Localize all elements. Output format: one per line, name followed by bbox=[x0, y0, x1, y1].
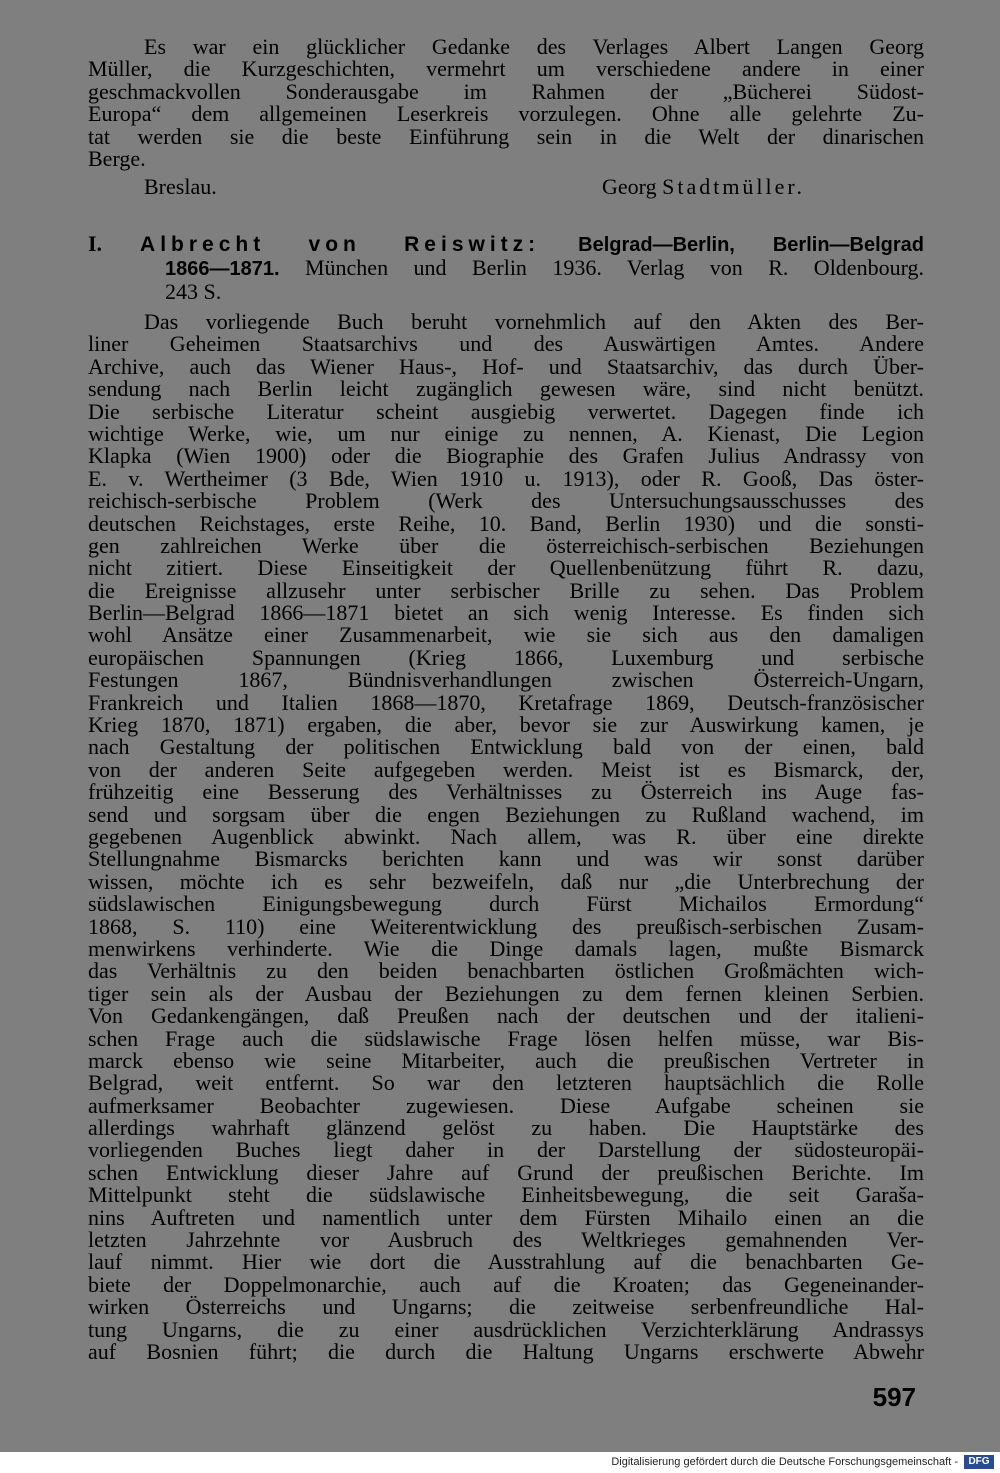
signature-place: Breslau. bbox=[144, 174, 217, 199]
body-line: wissen, möchte ich es sehr bezweifeln, daß nur „die Unterbrechung der bbox=[88, 868, 924, 894]
body-line: tung Ungarns, die zu einer ausdrücklichen Verzichterklärung Andrassys bbox=[88, 1316, 924, 1342]
body-line: Das vorliegende Buch beruht vornehmlich auf den Akten des Ber- bbox=[144, 309, 924, 334]
body-line: Archive, auch das Wiener Haus-, Hof- und Staatsarchiv, das durch Über- bbox=[88, 353, 924, 379]
body-line: Belgrad, weit entfernt. So war den letzteren hauptsächlich die Rolle bbox=[88, 1070, 924, 1096]
page-number: 597 bbox=[872, 1382, 916, 1412]
body-line: send und sorgsam über die engen Beziehungen zu Rußland wachend, im bbox=[88, 801, 924, 827]
body-line: die Ereignisse allzusehr unter serbischer Brille zu sehen. Das Problem bbox=[88, 577, 924, 603]
body-line: gegebenen Augenblick abwinkt. Nach allem, was R. über eine direkte bbox=[88, 823, 924, 849]
body-line: Krieg 1870, 1871) ergaben, die aber, bevor sie zur Auswirkung kamen, je bbox=[88, 712, 924, 738]
body-line: aufmerksamer Beobachter zugewiesen. Diese Aufgabe scheinen sie bbox=[88, 1092, 924, 1118]
body-line: E. v. Wertheimer (3 Bde, Wien 1910 u. 1913), oder R. Gooß, Das öster- bbox=[88, 465, 924, 491]
body-line: Berlin—Belgrad 1866—1871 bietet an sich wenig Interesse. Es finden sich bbox=[88, 600, 924, 626]
body-line: das Verhältnis zu den beiden benachbarten östlichen Großmächten wich- bbox=[88, 958, 924, 984]
body-line: wohl Ansätze einer Zusammenarbeit, wie sie sich aus den damaligen bbox=[88, 622, 924, 648]
body-line: schen Frage auch die südslawische Frage lösen helfen müsse, war Bis- bbox=[88, 1025, 924, 1051]
body-line: marck ebenso wie seine Mitarbeiter, auch die preußischen Vertreter in bbox=[88, 1047, 924, 1073]
body-line: Frankreich und Italien 1868—1870, Kretafrage 1869, Deutsch-französischer bbox=[88, 689, 924, 715]
body-line: 1868, S. 110) eine Weiterentwicklung des preußisch-serbischen Zusam- bbox=[88, 913, 924, 939]
body-line: allerdings wahrhaft glänzend gelöst zu haben. Die Hauptstärke des bbox=[88, 1115, 924, 1141]
body-line: Klapka (Wien 1900) oder die Biographie des Grafen Julius Andrassy von bbox=[88, 443, 924, 469]
body-line: Von Gedankengängen, daß Preußen nach der deutschen und der italieni- bbox=[88, 1003, 924, 1029]
signature-line bbox=[144, 176, 924, 198]
body-line: gen zahlreichen Werke über die österreichisch-serbischen Beziehungen bbox=[88, 532, 924, 558]
body-line: Stellungnahme Bismarcks berichten kann und was wir sonst darüber bbox=[88, 846, 924, 872]
body-line: nach Gestaltung der politischen Entwicklung bald von der einen, bald bbox=[88, 734, 924, 760]
review-number: I. bbox=[88, 231, 103, 256]
intro-line: tat werden sie die beste Einführung sein in die Welt der dinarischen bbox=[88, 123, 924, 149]
body-line: Festungen 1867, Bündnisverhandlungen zwischen Österreich-Ungarn, bbox=[88, 667, 924, 693]
review-body bbox=[88, 311, 924, 1363]
body-line: vorliegenden Buches liegt daher in der Darstellung der südosteuropäi- bbox=[88, 1137, 924, 1163]
body-line: Mittelpunkt steht die südslawische Einheitsbewegung, die seit Garaša- bbox=[88, 1182, 924, 1208]
review-pages: 243 S. bbox=[165, 279, 222, 304]
footer-credit: Digitalisierung gefördert durch die Deutsche Forschungsgemeinschaft - bbox=[611, 1456, 958, 1468]
body-line: nicht zitiert. Diese Einseitigkeit der Quellenbenützung führt R. dazu, bbox=[88, 555, 924, 581]
signature-author-first: Georg bbox=[602, 174, 657, 199]
review-heading-line-1 bbox=[88, 232, 924, 256]
intro-paragraph bbox=[88, 36, 924, 170]
body-line: deutschen Reichstages, erste Reihe, 10. Band, Berlin 1930) und die sonsti- bbox=[88, 510, 924, 536]
dfg-logo: DFG bbox=[964, 1455, 994, 1469]
intro-line: Berge. bbox=[88, 145, 146, 171]
body-line: von der anderen Seite aufgegeben werden. Meist ist es Bismarck, der, bbox=[88, 756, 924, 782]
body-line: lauf nimmt. Hier wie dort die Ausstrahlung auf die benachbarten Ge- bbox=[88, 1249, 924, 1275]
body-line: europäischen Spannungen (Krieg 1866, Luxemburg und serbische bbox=[88, 644, 924, 670]
body-line: wirken Österreichs und Ungarns; die zeitweise serbenfreundliche Hal- bbox=[88, 1294, 924, 1320]
body-line: auf Bosnien führt; die durch die Haltung Ungarns erschwerte Abwehr bbox=[88, 1338, 924, 1364]
body-line: Die serbische Literatur scheint ausgiebig verwertet. Dagegen finde ich bbox=[88, 398, 924, 424]
footer-bar bbox=[0, 1452, 1000, 1473]
body-line: sendung nach Berlin leicht zugänglich gewesen wäre, sind nicht benützt. bbox=[88, 376, 924, 402]
body-line: tiger sein als der Ausbau der Beziehungen zu dem fernen kleinen Serbien. bbox=[88, 980, 924, 1006]
signature-author bbox=[602, 176, 805, 198]
body-line: südslawischen Einigungsbewegung durch Fürst Michailos Ermordung“ bbox=[88, 891, 924, 917]
review-heading-line-2 bbox=[88, 256, 924, 280]
body-line: liner Geheimen Staatsarchivs und des Auswärtigen Amtes. Andere bbox=[88, 331, 924, 357]
body-line: schen Entwicklung dieser Jahre auf Grund der preußischen Berichte. Im bbox=[88, 1159, 924, 1185]
review-publication: München und Berlin 1936. Verlag von R. Oldenbourg. bbox=[304, 255, 924, 280]
review-title-part-2: 1866—1871. bbox=[165, 258, 280, 280]
intro-line: geschmackvollen Sonderausgabe im Rahmen der „Bücherei Südost- bbox=[88, 78, 924, 104]
body-line: wichtige Werke, wie, um nur einige zu nennen, A. Kienast, Die Legion bbox=[88, 420, 924, 446]
body-line: reichisch-serbische Problem (Werk des Untersuchungsausschusses des bbox=[88, 488, 924, 514]
intro-line: Es war ein glücklicher Gedanke des Verlages Albert Langen Georg bbox=[144, 34, 924, 59]
body-line: nins Auftreten und namentlich unter dem Fürsten Mihailo einen an die bbox=[88, 1204, 924, 1230]
body-line: biete der Doppelmonarchie, auch auf die Kroaten; das Gegeneinander- bbox=[88, 1271, 924, 1297]
body-line: frühzeitig eine Besserung des Verhältnisses zu Österreich ins Auge fas- bbox=[88, 779, 924, 805]
body-line: menwirkens verhinderte. Wie die Dinge damals lagen, mußte Bismarck bbox=[88, 935, 924, 961]
intro-line: Europa“ dem allgemeinen Leserkreis vorzulegen. Ohne alle gelehrte Zu- bbox=[88, 101, 924, 127]
signature-author-last: Stadtmüller. bbox=[662, 174, 806, 199]
review-author: Albrecht von Reiswitz: bbox=[140, 233, 541, 256]
review-title-part-1: Belgrad—Berlin, Berlin—Belgrad bbox=[578, 234, 925, 256]
intro-line: Müller, die Kurzgeschichten, vermehrt um verschiedene andere in einer bbox=[88, 56, 924, 82]
review-heading bbox=[88, 232, 924, 304]
body-line: letzten Jahrzehnte vor Ausbruch des Weltkrieges gemahnenden Ver- bbox=[88, 1227, 924, 1253]
